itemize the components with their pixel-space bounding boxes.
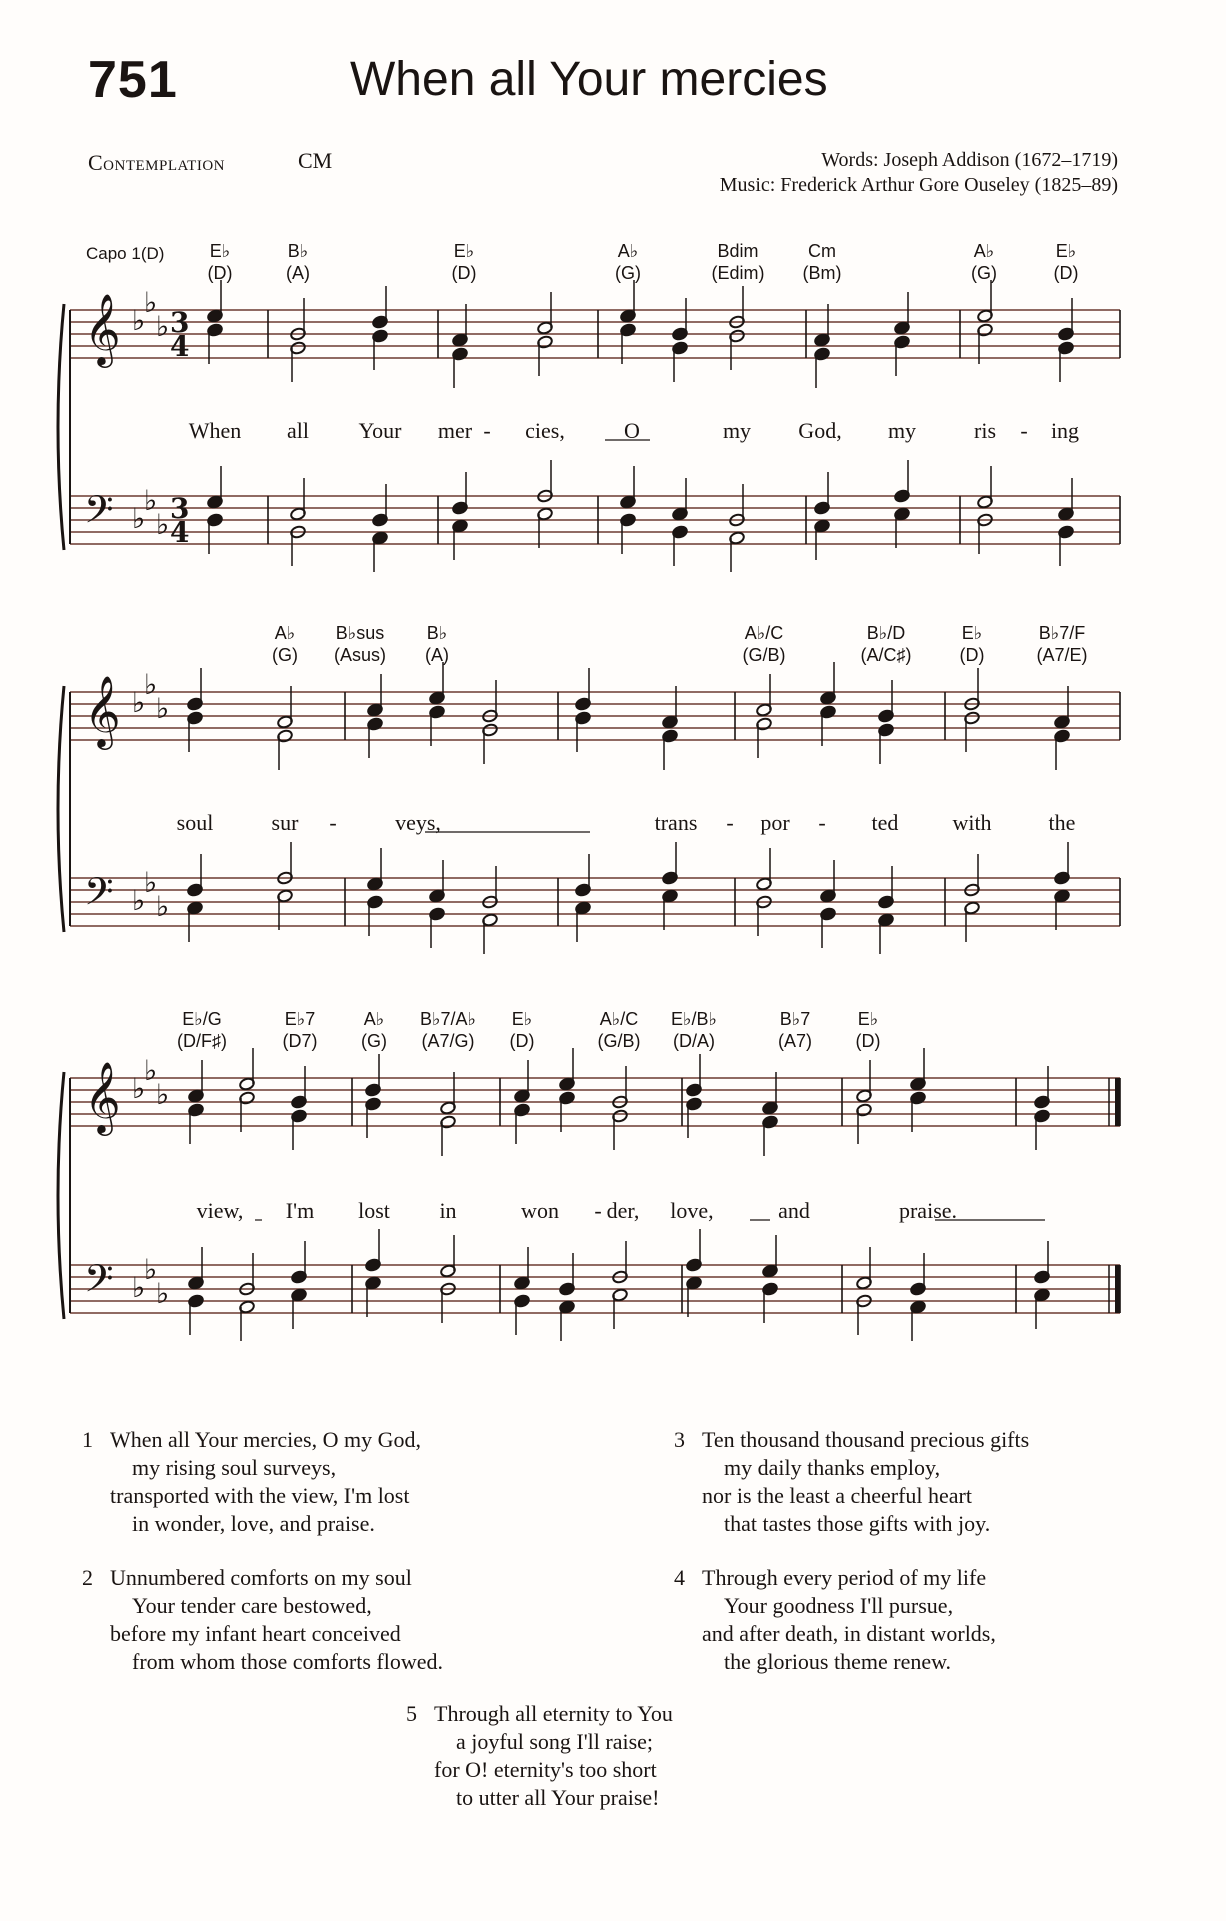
chord-symbol	[808, 1008, 928, 1052]
capo-chord-name: (D/A)	[673, 1031, 715, 1051]
lyric-syllable: der,	[606, 1198, 640, 1223]
verse-line: When all Your mercies, O my God,	[110, 1427, 422, 1452]
verse-number: 5	[406, 1701, 417, 1726]
chord-name: B♭7	[779, 1009, 811, 1029]
lyric-syllable: -	[594, 1198, 602, 1223]
lyric-syllable: ted	[871, 810, 899, 835]
verse-line: Your tender care bestowed,	[132, 1593, 372, 1618]
chord-name: E♭/B♭	[671, 1009, 717, 1029]
capo-chord-name: (G)	[971, 263, 997, 283]
capo-chord-name: (D)	[1053, 263, 1079, 283]
verse-line: Unnumbered comforts on my soul	[110, 1565, 412, 1590]
lyric-syllable: mer	[437, 418, 473, 443]
chord-name: A♭	[274, 623, 296, 643]
system-brace	[58, 686, 64, 932]
flat-sign: ♭	[132, 502, 146, 535]
bass-clef: 𝄢	[84, 487, 114, 541]
flat-sign: ♭	[132, 1072, 146, 1105]
bass-clef: 𝄢	[84, 1256, 114, 1310]
capo-chord-name: (A7)	[777, 1031, 812, 1051]
flat-sign: ♭	[144, 668, 158, 701]
words-credit: Words: Joseph Addison (1672–1719)	[821, 149, 1118, 171]
lyric-syllable: -	[1020, 418, 1028, 443]
capo-chord-name: (D)	[207, 263, 233, 283]
chord-name: B♭	[426, 623, 448, 643]
chord-name: E♭	[857, 1009, 879, 1029]
lyric-syllable: God,	[798, 418, 842, 443]
lyric-syllable: won	[521, 1198, 559, 1223]
capo-indication: Capo 1(D)	[86, 244, 165, 263]
lyric-syllable: -	[483, 418, 491, 443]
flat-sign: ♭	[144, 484, 158, 517]
chord-name: B♭7/F	[1038, 623, 1086, 643]
chord-name: E♭	[961, 623, 983, 643]
chord-name: B♭/D	[866, 623, 906, 643]
capo-chord-name: (Bm)	[802, 263, 842, 283]
capo-chord-name: (D)	[959, 645, 985, 665]
lyric-syllable: Your	[358, 418, 402, 443]
lyric-syllable: cies,	[525, 418, 565, 443]
chord-symbol	[1006, 240, 1126, 284]
chord-name: E♭	[209, 241, 231, 261]
flat-sign: ♭	[156, 310, 170, 343]
lyric-syllable: and	[778, 1198, 810, 1223]
tune-name: Contemplation	[88, 150, 225, 175]
lyric-syllable: ing	[1050, 418, 1080, 443]
verse-line: my rising soul surveys,	[132, 1455, 337, 1480]
system-brace	[58, 1072, 64, 1319]
hymn-number: 751	[88, 51, 178, 109]
verse-line: before my infant heart conceived	[110, 1621, 401, 1646]
chord-name: A♭	[363, 1009, 385, 1029]
hymn-title: When all Your mercies	[350, 53, 828, 106]
chord-name: B♭sus	[335, 623, 385, 643]
lyric-syllable: my	[722, 418, 752, 443]
flat-sign: ♭	[156, 1277, 170, 1310]
bass-clef: 𝄢	[84, 869, 114, 923]
flat-sign: ♭	[156, 508, 170, 541]
chord-name: A♭	[973, 241, 995, 261]
final-barline	[1115, 1265, 1120, 1313]
capo-chord-name: (Asus)	[333, 645, 386, 665]
verse-1	[82, 1426, 422, 1538]
verse-line: Your goodness I'll pursue,	[724, 1593, 954, 1618]
capo-chord-name: (A/C♯)	[860, 645, 912, 665]
capo-chord-name: (Edim)	[711, 263, 765, 283]
meter: CM	[298, 148, 333, 173]
lyric-syllable: -	[818, 810, 826, 835]
chord-symbol	[404, 240, 524, 284]
capo-chord-name: (D/F♯)	[177, 1031, 227, 1051]
time-signature-bottom: 4	[170, 516, 190, 549]
chord-name: E♭	[453, 241, 475, 261]
capo-chord-name: (A)	[425, 645, 449, 665]
verse-number: 1	[82, 1427, 93, 1452]
lyric-syllable: por	[760, 810, 790, 835]
music-credit: Music: Frederick Arthur Gore Ouseley (1825–89)	[719, 174, 1118, 196]
lyric-syllable: trans	[654, 810, 698, 835]
flat-sign: ♭	[132, 304, 146, 337]
lyric-syllable: -	[726, 810, 734, 835]
capo-chord-name: (D)	[509, 1031, 535, 1051]
chord-name: E♭/G	[182, 1009, 222, 1029]
capo-chord-name: (D7)	[282, 1031, 318, 1051]
verse-line: Through all eternity to You	[434, 1701, 673, 1726]
treble-clef: 𝄞	[84, 1060, 121, 1133]
capo-chord-name: (G)	[272, 645, 298, 665]
lyric-syllable: view,	[196, 1198, 244, 1223]
lyric-syllable: with	[952, 810, 992, 835]
lyric-syllable: O	[624, 418, 640, 443]
verse-line: a joyful song I'll raise;	[456, 1729, 654, 1754]
lyric-syllable: sur	[271, 810, 299, 835]
flat-sign: ♭	[132, 686, 146, 719]
verse-line: and after death, in distant worlds,	[702, 1621, 996, 1646]
chord-name: E♭	[511, 1009, 533, 1029]
flat-sign: ♭	[144, 1253, 158, 1286]
verse-line: transported with the view, I'm lost	[110, 1483, 410, 1508]
treble-clef: 𝄞	[84, 292, 121, 365]
capo-chord-name: (G/B)	[742, 645, 786, 665]
verse-line: that tastes those gifts with joy.	[724, 1511, 991, 1536]
lyric-syllable: praise.	[898, 1198, 958, 1223]
verse-number: 3	[674, 1427, 685, 1452]
chord-name: A♭/C	[744, 623, 784, 643]
treble-clef: 𝄞	[84, 674, 121, 747]
chord-name: Bdim	[717, 241, 759, 261]
lyric-syllable: ris	[974, 418, 996, 443]
flat-sign: ♭	[144, 286, 158, 319]
chord-name: A♭	[617, 241, 639, 261]
system-brace	[58, 304, 64, 550]
capo-chord-name: (G)	[361, 1031, 387, 1051]
verse-5	[406, 1700, 673, 1812]
lyric-syllable: I'm	[285, 1198, 315, 1223]
lyric-syllable: -	[329, 810, 337, 835]
chord-name: Cm	[808, 241, 836, 261]
verse-3	[674, 1426, 1030, 1538]
flat-sign: ♭	[156, 1078, 170, 1111]
verse-4	[674, 1564, 996, 1676]
flat-sign: ♭	[144, 866, 158, 899]
verse-number: 2	[82, 1565, 93, 1590]
capo-chord-name: (G/B)	[597, 1031, 641, 1051]
lyric-syllable: soul	[176, 810, 214, 835]
lyric-syllable: love,	[670, 1198, 714, 1223]
time-signature-top: 3	[170, 492, 190, 525]
verse-line: nor is the least a cheerful heart	[702, 1483, 972, 1508]
verse-2	[82, 1564, 443, 1676]
chord-name: B♭	[287, 241, 309, 261]
flat-sign: ♭	[132, 884, 146, 917]
capo-chord-name: (A7/G)	[421, 1031, 475, 1051]
capo-chord-name: (G)	[615, 263, 641, 283]
capo-chord-name: (D)	[451, 263, 477, 283]
chord-name: A♭/C	[599, 1009, 639, 1029]
lyric-syllable: the	[1048, 810, 1076, 835]
final-barline	[1115, 1078, 1120, 1126]
lyric-syllable: When	[188, 418, 242, 443]
lyric-syllable: my	[887, 418, 917, 443]
chord-name: E♭7	[284, 1009, 316, 1029]
verse-line: the glorious theme renew.	[724, 1649, 952, 1674]
flat-sign: ♭	[144, 1054, 158, 1087]
verse-line: to utter all Your praise!	[456, 1785, 660, 1810]
chord-name: B♭7/A♭	[419, 1009, 476, 1029]
capo-chord-name: (A)	[286, 263, 310, 283]
capo-chord-name: (A7/E)	[1036, 645, 1088, 665]
verse-line: Through every period of my life	[702, 1565, 987, 1590]
chord-symbol	[1002, 622, 1122, 666]
chord-symbol	[568, 240, 688, 284]
lyric-syllable: all	[287, 418, 309, 443]
lyric-syllable: veys,	[395, 810, 441, 835]
time-signature-top: 3	[170, 306, 190, 339]
verse-line: in wonder, love, and praise.	[132, 1511, 375, 1536]
flat-sign: ♭	[132, 1271, 146, 1304]
flat-sign: ♭	[156, 890, 170, 923]
chord-symbol	[377, 622, 497, 666]
chord-symbol	[704, 622, 824, 666]
time-signature-bottom: 4	[170, 330, 190, 363]
verse-line: my daily thanks employ,	[724, 1455, 941, 1480]
capo-chord-name: (D)	[855, 1031, 881, 1051]
verse-line: for O! eternity's too short	[434, 1757, 657, 1782]
lyric-syllable: in	[439, 1198, 457, 1223]
verse-line: Ten thousand thousand precious gifts	[702, 1427, 1030, 1452]
chord-symbol	[762, 240, 882, 284]
chord-name: E♭	[1055, 241, 1077, 261]
chord-symbol	[238, 240, 358, 284]
flat-sign: ♭	[156, 692, 170, 725]
verse-line: from whom those comforts flowed.	[132, 1649, 443, 1674]
verse-number: 4	[674, 1565, 685, 1590]
lyric-syllable: lost	[358, 1198, 390, 1223]
